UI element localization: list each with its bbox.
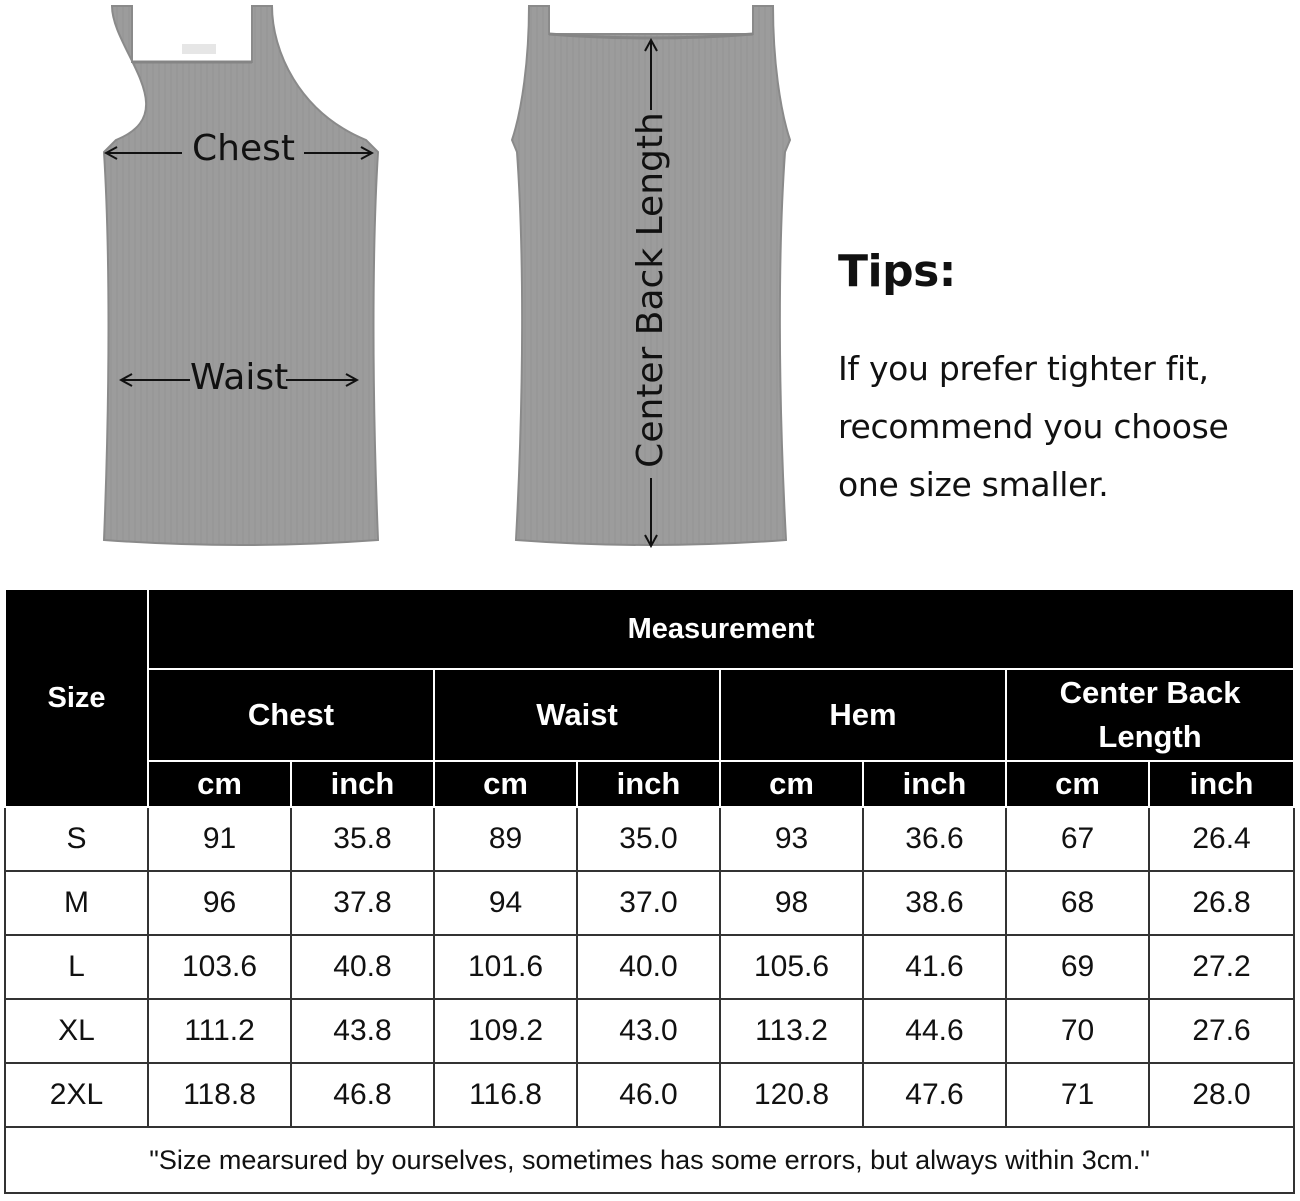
front-tank-top bbox=[104, 6, 378, 545]
value-cell: 46.8 bbox=[291, 1063, 434, 1127]
value-cell: 111.2 bbox=[148, 999, 291, 1063]
tips-line: If you prefer tighter fit, bbox=[838, 349, 1209, 388]
value-cell: 43.8 bbox=[291, 999, 434, 1063]
value-cell: 26.8 bbox=[1149, 871, 1294, 935]
tips-line: one size smaller. bbox=[838, 465, 1109, 504]
value-cell: 89 bbox=[434, 807, 577, 871]
unit-header: cm bbox=[1006, 761, 1149, 807]
value-cell: 35.0 bbox=[577, 807, 720, 871]
center-back-length-column-header bbox=[1006, 669, 1294, 761]
size-cell: M bbox=[5, 871, 148, 935]
size-column-header: Size bbox=[5, 589, 148, 807]
value-cell: 26.4 bbox=[1149, 807, 1294, 871]
unit-header: inch bbox=[1149, 761, 1294, 807]
value-cell: 68 bbox=[1006, 871, 1149, 935]
center-back-length-label: Center Back Length bbox=[630, 112, 671, 468]
waist-column-header: Waist bbox=[434, 669, 720, 761]
value-cell: 41.6 bbox=[863, 935, 1006, 999]
value-cell: 96 bbox=[148, 871, 291, 935]
value-cell: 35.8 bbox=[291, 807, 434, 871]
tips-title: Tips: bbox=[838, 246, 956, 297]
unit-header: inch bbox=[291, 761, 434, 807]
neck-label-tag bbox=[182, 44, 216, 54]
size-rows bbox=[5, 807, 1294, 1127]
value-cell: 93 bbox=[720, 807, 863, 871]
measurement-header: Measurement bbox=[148, 589, 1294, 669]
size-chart-table bbox=[4, 588, 1295, 1194]
value-cell: 120.8 bbox=[720, 1063, 863, 1127]
value-cell: 27.2 bbox=[1149, 935, 1294, 999]
value-cell: 105.6 bbox=[720, 935, 863, 999]
value-cell: 67 bbox=[1006, 807, 1149, 871]
value-cell: 38.6 bbox=[863, 871, 1006, 935]
value-cell: 98 bbox=[720, 871, 863, 935]
chest-column-header: Chest bbox=[148, 669, 434, 761]
unit-header: cm bbox=[720, 761, 863, 807]
table-row bbox=[5, 935, 1294, 999]
table-row bbox=[5, 1063, 1294, 1127]
value-cell: 69 bbox=[1006, 935, 1149, 999]
unit-header: inch bbox=[863, 761, 1006, 807]
table-row bbox=[5, 871, 1294, 935]
measurement-note: "Size mearsured by ourselves, sometimes has some errors, but always within 3cm." bbox=[5, 1127, 1294, 1193]
value-cell: 28.0 bbox=[1149, 1063, 1294, 1127]
value-cell: 40.0 bbox=[577, 935, 720, 999]
value-cell: 109.2 bbox=[434, 999, 577, 1063]
size-cell: S bbox=[5, 807, 148, 871]
value-cell: 43.0 bbox=[577, 999, 720, 1063]
unit-header: cm bbox=[434, 761, 577, 807]
size-cell: XL bbox=[5, 999, 148, 1063]
value-cell: 36.6 bbox=[863, 807, 1006, 871]
header-line: Center Back bbox=[1059, 675, 1241, 710]
tips-line: recommend you choose bbox=[838, 407, 1229, 446]
header-line: Length bbox=[1098, 719, 1202, 754]
value-cell: 47.6 bbox=[863, 1063, 1006, 1127]
table-row bbox=[5, 807, 1294, 871]
size-cell: L bbox=[5, 935, 148, 999]
unit-header: cm bbox=[148, 761, 291, 807]
unit-header: inch bbox=[577, 761, 720, 807]
value-cell: 37.8 bbox=[291, 871, 434, 935]
value-cell: 103.6 bbox=[148, 935, 291, 999]
value-cell: 113.2 bbox=[720, 999, 863, 1063]
value-cell: 40.8 bbox=[291, 935, 434, 999]
value-cell: 37.0 bbox=[577, 871, 720, 935]
value-cell: 101.6 bbox=[434, 935, 577, 999]
value-cell: 27.6 bbox=[1149, 999, 1294, 1063]
value-cell: 118.8 bbox=[148, 1063, 291, 1127]
value-cell: 71 bbox=[1006, 1063, 1149, 1127]
size-cell: 2XL bbox=[5, 1063, 148, 1127]
chest-label: Chest bbox=[192, 128, 295, 169]
value-cell: 116.8 bbox=[434, 1063, 577, 1127]
hem-column-header: Hem bbox=[720, 669, 1006, 761]
value-cell: 94 bbox=[434, 871, 577, 935]
value-cell: 46.0 bbox=[577, 1063, 720, 1127]
tips-panel bbox=[838, 246, 1278, 514]
waist-label: Waist bbox=[190, 357, 289, 398]
value-cell: 44.6 bbox=[863, 999, 1006, 1063]
value-cell: 91 bbox=[148, 807, 291, 871]
tips-body bbox=[838, 340, 1278, 514]
table-row bbox=[5, 999, 1294, 1063]
value-cell: 70 bbox=[1006, 999, 1149, 1063]
